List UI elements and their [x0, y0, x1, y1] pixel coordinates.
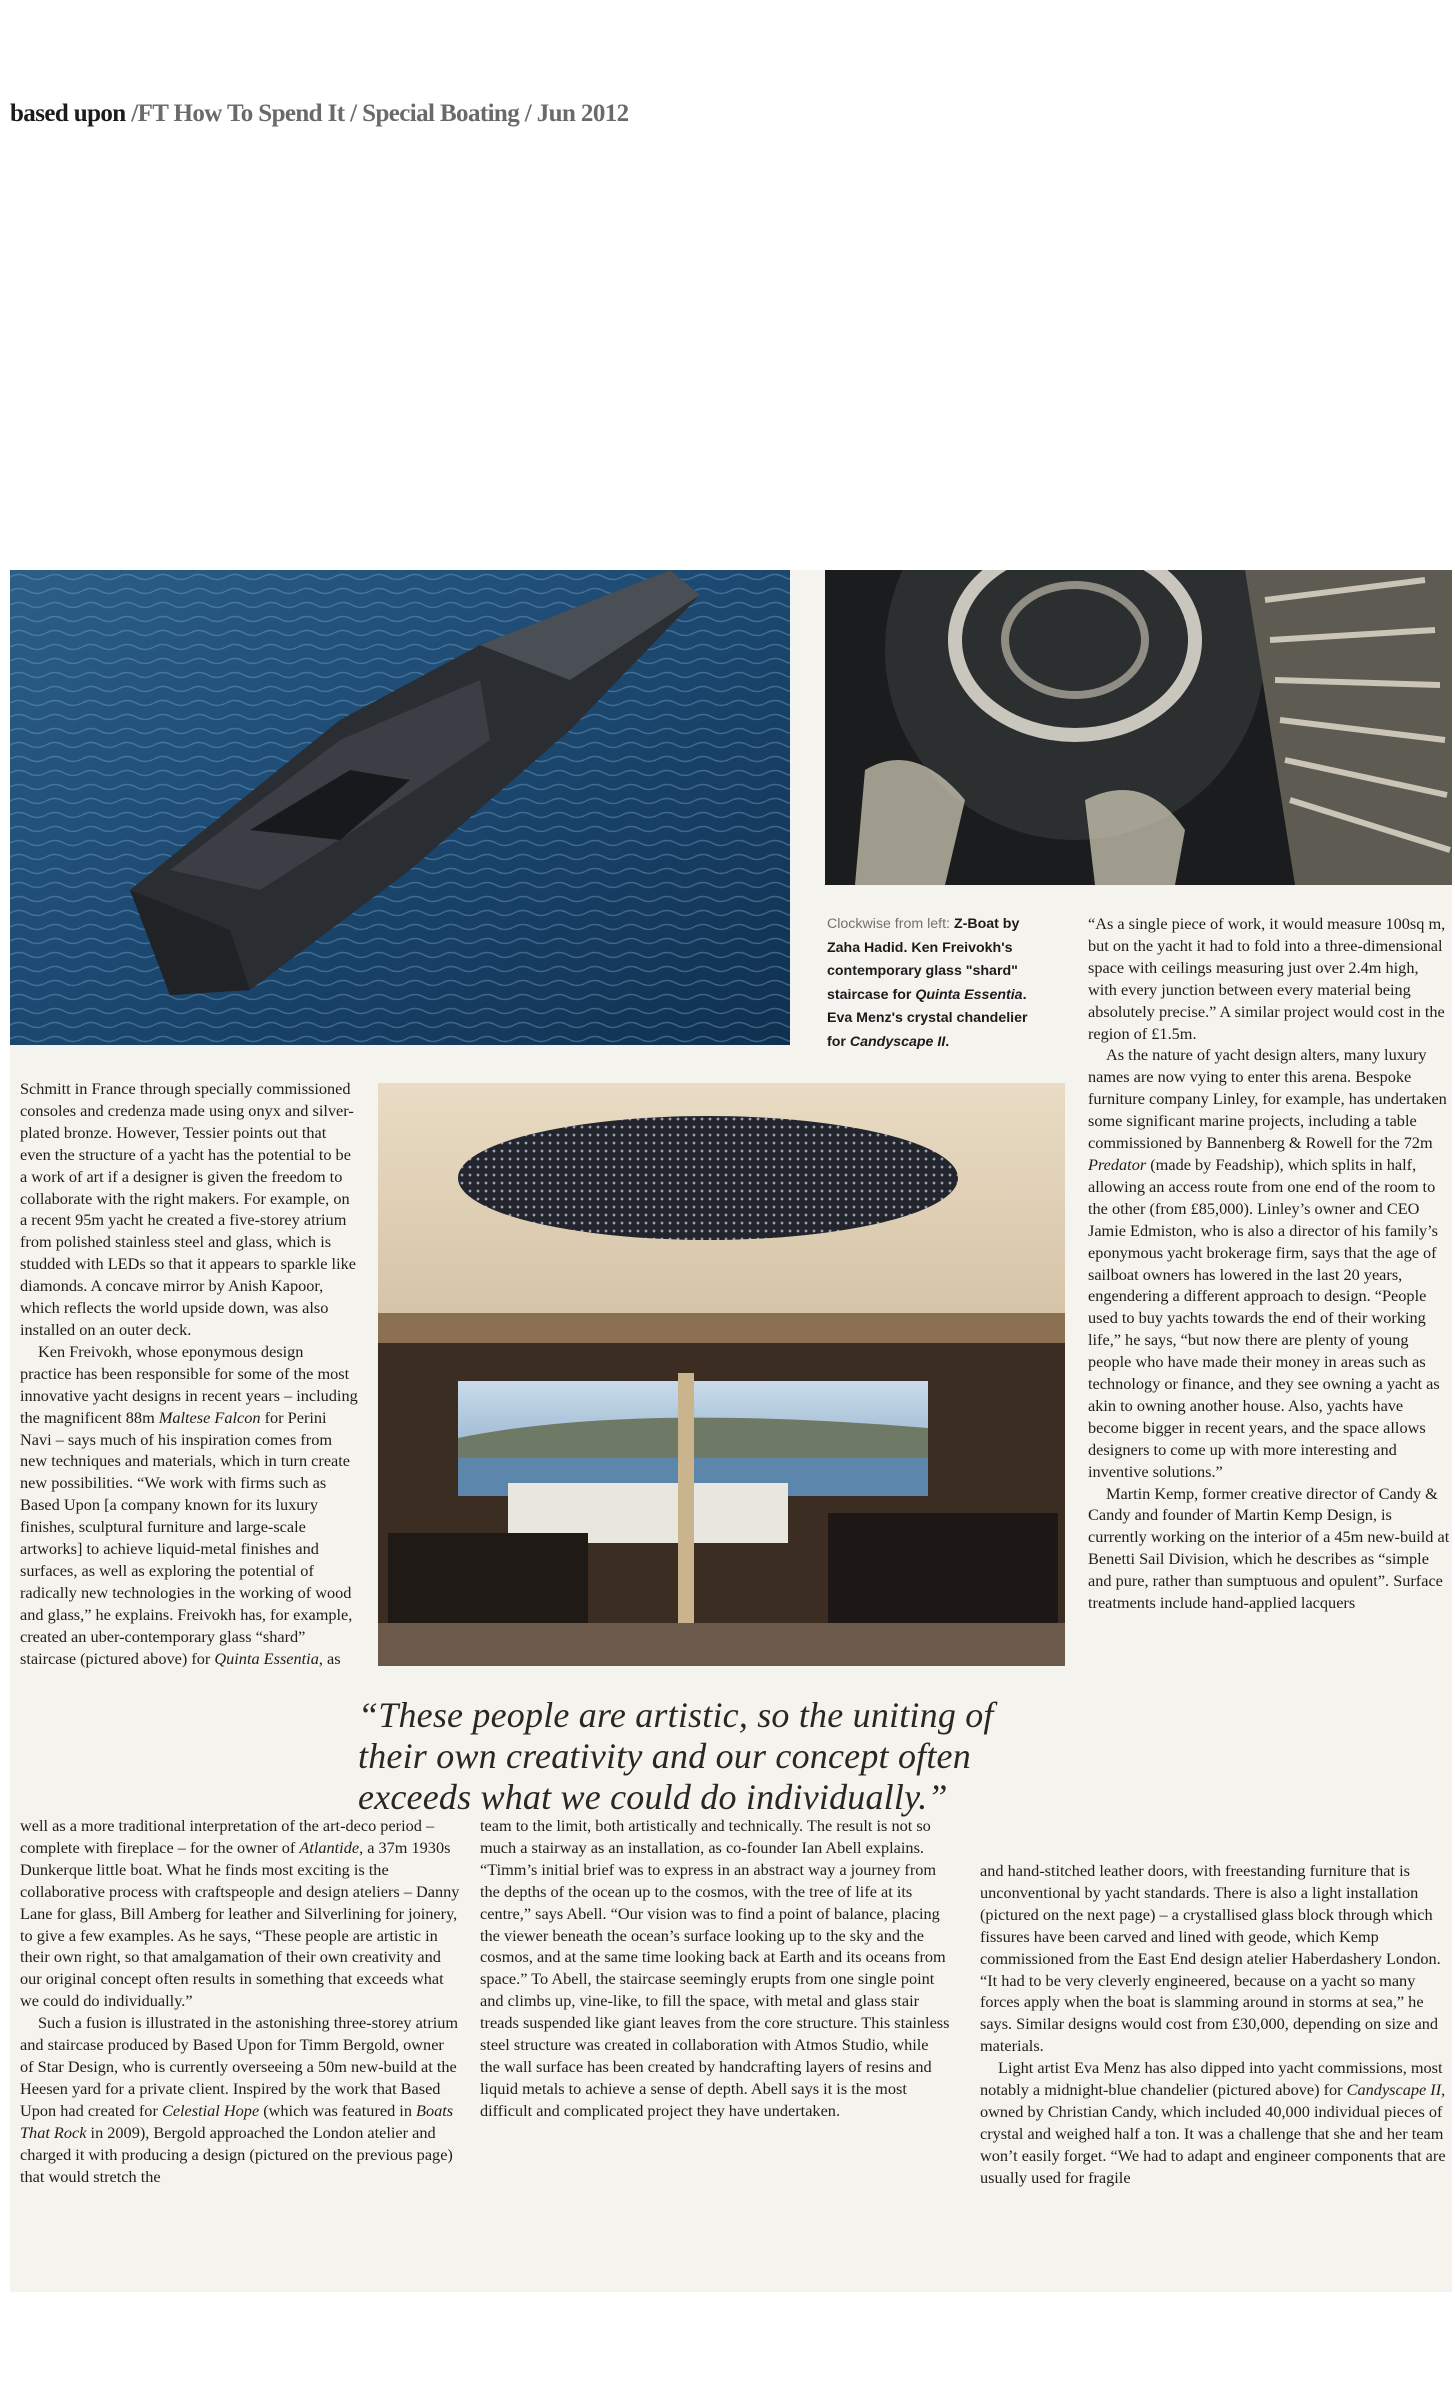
- col3-p2-text-a: As the nature of yacht design alters, many luxury names are now vying to enter this arena. Bespoke furniture company Linley, for example, has undertaken some significant marine projects, including a table commissioned by Bannenberg & Rowell for the 72m: [1088, 1045, 1447, 1153]
- caption-boat-2: Candyscape II: [849, 1033, 946, 1050]
- col3-paragraph-3: Martin Kemp, former creative director of Candy & Candy and founder of Martin Kemp Design, is currently working on the interior of a 45m new-build at Benetti Sail Division, which he describes as “simple and pure, rather than sumptuous and opulent”. Surface treatments include hand-applied lacquers: [1088, 1483, 1450, 1613]
- pull-quote: “These people are artistic, so the uniting of their own creativity and our concept often exceeds what we could do individually.”: [358, 1695, 994, 1817]
- col3b-p2-text-b: , owned by Christian Candy, which included 40,000 individual pieces of crystal and weighed half a ton. It was a challenge that she and her team won’t easily forget. “We had to adapt and engineer components that are usually used for fragile: [980, 2080, 1446, 2187]
- magazine-page: [10, 570, 1452, 2292]
- col1-p2-boat-2: Quinta Essentia: [214, 1648, 319, 1668]
- col1b-p2-boat: Celestial Hope: [161, 2100, 260, 2120]
- col1b-p1-text-b: , a 37m 1930s Dunkerque little boat. What he finds most exciting is the collaborative process with craftspeople and design ateliers – Danny Lane for glass, Bill Amberg for leather and Silverlining for joinery, to give a few examples. As he says, “These people are artistic in their own right, so that amalgamation of their own creativity and our original concept often results in something that exceeds what we could do individually.”: [20, 1837, 460, 2011]
- caption-text-1: Z-Boat by Zaha Hadid. Ken Freivokh's contemporary glass "shard" staircase for: [827, 916, 1020, 1003]
- col1b-paragraph-1: [20, 1815, 460, 2012]
- col3-paragraph-1: “As a single piece of work, it would measure 100sq m, but on the yacht it had to fold into a three-dimensional space with ceilings measuring just over 2.4m high, with every junction between every material being absolutely precise.” A similar project would cost in the region of £1.5m.: [1088, 914, 1446, 1043]
- col3-p2-boat: Predator: [1088, 1154, 1147, 1174]
- col3b-p2-text-a: Light artist Eva Menz has also dipped into yacht commissions, most notably a midnight-blue chandelier (pictured above) for: [980, 2058, 1443, 2100]
- col1b-p2-publication: Boats That Rock: [20, 2100, 454, 2142]
- caption-text-2: . Eva Menz's crystal chandelier for: [827, 986, 1028, 1050]
- brand-name: based upon: [10, 100, 126, 127]
- col1b-paragraph-2: [20, 2012, 460, 2187]
- col1-paragraph-2: [20, 1341, 358, 1670]
- chandelier-photo: [378, 1083, 1065, 1666]
- staircase-photo: [825, 570, 1452, 885]
- zboat-photo: [10, 570, 790, 1045]
- col1-p2-text-b: for Perini Navi – says much of his inspiration comes from new techniques and materials, which in turn create new possibilities. “We work with firms such as Based Upon [a company known for its luxury finishes, sculptural furniture and large-scale artworks] to achieve liquid-metal finishes and surfaces, as well as exploring the potential of radically new technologies in the working of wood and glass,” he explains. Freivokh has, for example, created an uber-contemporary glass “shard” staircase (pictured above) for: [20, 1407, 353, 1668]
- page-header: [10, 100, 629, 128]
- col1b-p1-boat: Atlantide: [299, 1837, 360, 1857]
- col1b-p2-text-b: (which was featured in: [259, 2100, 417, 2120]
- column-3-bottom: [980, 1860, 1450, 2189]
- col3-paragraph-2: [1088, 1044, 1450, 1482]
- col3b-paragraph-1: and hand-stitched leather doors, with freestanding furniture that is unconventional by yacht standards. There is also a light installation (pictured on the next page) – a crystallised glass block through which fissures have been carved and lined with geode, which Kemp commissioned from the East End design atelier Haberdashery London. “It had to be very cleverly engineered, because on a yacht so many forces apply when the boat is slamming around in storms at sea,” he says. Similar designs would cost from £30,000, depending on size and materials.: [980, 1861, 1441, 2056]
- col1-p2-boat-1: Maltese Falcon: [158, 1407, 261, 1427]
- column-1-top: [20, 1078, 358, 1669]
- col3b-p2-boat: Candyscape II: [1346, 2080, 1442, 2100]
- col1-p2-text-c: , as: [318, 1648, 341, 1668]
- photo-caption: [827, 913, 1042, 1054]
- col1b-p2-text-c: in 2009), Bergold approached the London atelier and charged it with producing a design (pictured on the previous page) that would stretch the: [20, 2122, 453, 2186]
- column-2: [480, 1815, 950, 2122]
- col1-paragraph-1: Schmitt in France through specially commissioned consoles and credenza made using onyx and silver-plated bronze. However, Tessier points out that even the structure of a yacht has the potential to be a work of art if a designer is given the freedom to collaborate with the right makers. For example, on a recent 95m yacht he created a five-storey atrium from polished stainless steel and glass, which is studded with LEDs so that it appears to sparkle like diamonds. A concave mirror by Anish Kapoor, which reflects the world upside down, was also installed on an outer deck.: [20, 1079, 356, 1339]
- caption-boat-1: Quinta Essentia: [915, 986, 1023, 1003]
- col3-p2-text-b: (made by Feadship), which splits in half, allowing an access route from one end of the room to the other (from £85,000). Linley’s owner and CEO Jamie Edmiston, who is also a director of his family’s eponymous yacht brokerage firm, says that the age of sailboat owners has lowered in the last 20 years, engendering a different approach to design. “People used to buy yachts towards the end of their working life,” he says, “but now there are plenty of young people who have made their money in areas such as technology or finance, and they see owning a yacht as akin to owning another house. Also, yachts have become bigger in recent years, and the space allows designers to come up with more interesting and inventive solutions.”: [1088, 1154, 1440, 1481]
- caption-lead: Clockwise from left:: [827, 916, 954, 932]
- col1b-p1-text-a: well as a more traditional interpretation of the art-deco period – complete with fireplace – for the owner of: [20, 1816, 435, 1857]
- col2-paragraph: team to the limit, both artistically and technically. The result is not so much a stairway as an installation, as co-founder Ian Abell explains. “Timm’s initial brief was to express in an abstract way a journey from the depths of the ocean up to the cosmos, with the tree of life at its centre,” says Abell. “Our vision was to find a point of balance, placing the viewer beneath the ocean’s surface looking up to the sky and the cosmos, and at the same time looking back at Earth and its oceans from space.” To Abell, the staircase seemingly erupts from one single point and climbs up, vine-like, to fill the space, with metal and glass stair treads suspended like giant leaves from the core structure. This stainless steel structure was created in collaboration with Atmos Studio, while the wall surface has been created by handcrafting layers of resins and liquid metals to achieve a sense of depth. Abell says it is the most difficult and complicated project they have undertaken.: [480, 1816, 950, 2120]
- caption-text-3: .: [945, 1033, 950, 1050]
- column-1-bottom: [20, 1815, 460, 2187]
- col1b-p2-text-a: Such a fusion is illustrated in the astonishing three-storey atrium and staircase produced by Based Upon for Timm Bergold, owner of Star Design, who is currently overseeing a 50m new-build at the Heesen yard for a private client. Inspired by the work that Based Upon had created for: [20, 2013, 459, 2120]
- col1-p2-text-a: Ken Freivokh, whose eponymous design practice has been responsible for some of the most innovative yacht designs in recent years – including the magnificent 88m: [20, 1341, 358, 1427]
- source-line: /FT How To Spend It / Special Boating / Jun 2012: [125, 100, 629, 127]
- col3b-paragraph-2: [980, 2057, 1450, 2188]
- column-3: [1088, 913, 1450, 1614]
